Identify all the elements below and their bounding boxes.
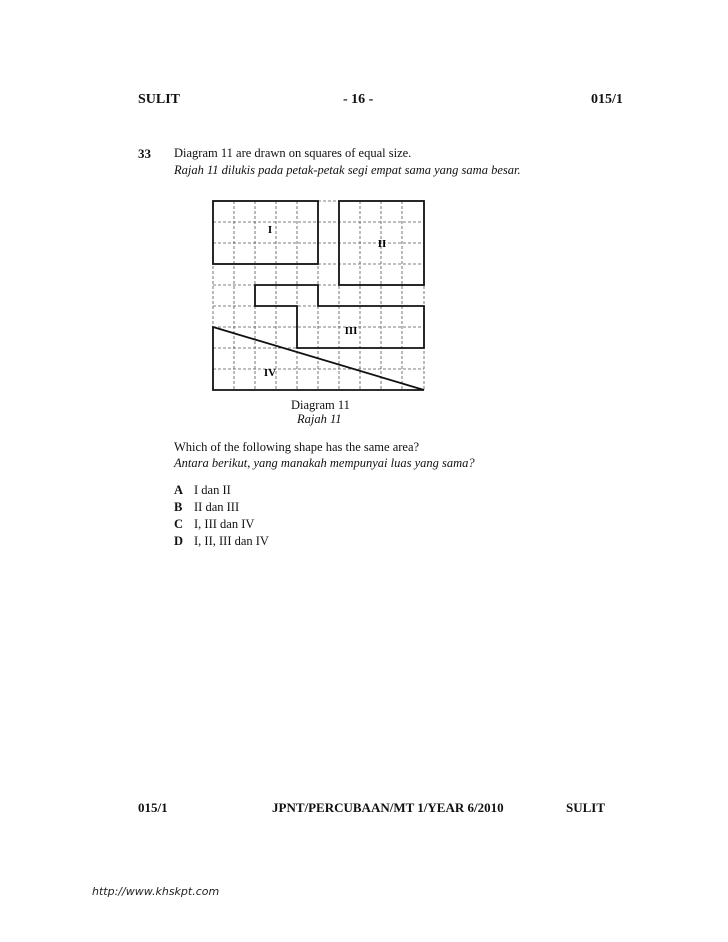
label-III: III	[344, 325, 358, 337]
option-letter: D	[174, 534, 184, 548]
option-A[interactable]	[174, 481, 231, 499]
option-letter: C	[174, 517, 184, 531]
option-letter: A	[174, 483, 184, 497]
header-left: SULIT	[138, 92, 181, 107]
question-stem-en: Diagram 11 are drawn on squares of equal size.	[174, 146, 412, 160]
diagram-caption-en: Diagram 11	[291, 398, 350, 412]
option-D[interactable]	[174, 532, 269, 550]
header-page-number: - 16 -	[343, 92, 374, 107]
question-prompt-en: Which of the following shape has the same area?	[174, 440, 420, 454]
option-text: I dan II	[194, 483, 231, 497]
label-IV: IV	[263, 367, 277, 379]
option-text: I, II, III dan IV	[194, 534, 269, 548]
footer-right: SULIT	[566, 800, 606, 815]
footer-left: 015/1	[138, 800, 168, 815]
option-text: I, III dan IV	[194, 517, 255, 531]
shape-I	[213, 201, 318, 264]
option-letter: B	[174, 500, 183, 514]
diagram-caption-ms: Rajah 11	[297, 412, 342, 426]
question-stem-ms: Rajah 11 dilukis pada petak-petak segi empat sama yang sama besar.	[174, 163, 521, 177]
source-url-link[interactable]: http://www.khskpt.com	[92, 885, 220, 898]
diagram-11	[205, 194, 435, 406]
footer-center: JPNT/PERCUBAAN/MT 1/YEAR 6/2010	[272, 800, 504, 815]
question-prompt-ms: Antara berikut, yang manakah mempunyai luas yang sama?	[174, 456, 475, 470]
option-B[interactable]	[174, 498, 239, 516]
label-II: II	[377, 238, 387, 250]
question-number: 33	[138, 146, 151, 161]
option-text: II dan III	[194, 500, 240, 514]
option-C[interactable]	[174, 515, 254, 533]
shape-IV	[213, 327, 424, 390]
shape-III	[255, 285, 424, 348]
header-right: 015/1	[591, 92, 623, 107]
label-I: I	[267, 224, 273, 236]
